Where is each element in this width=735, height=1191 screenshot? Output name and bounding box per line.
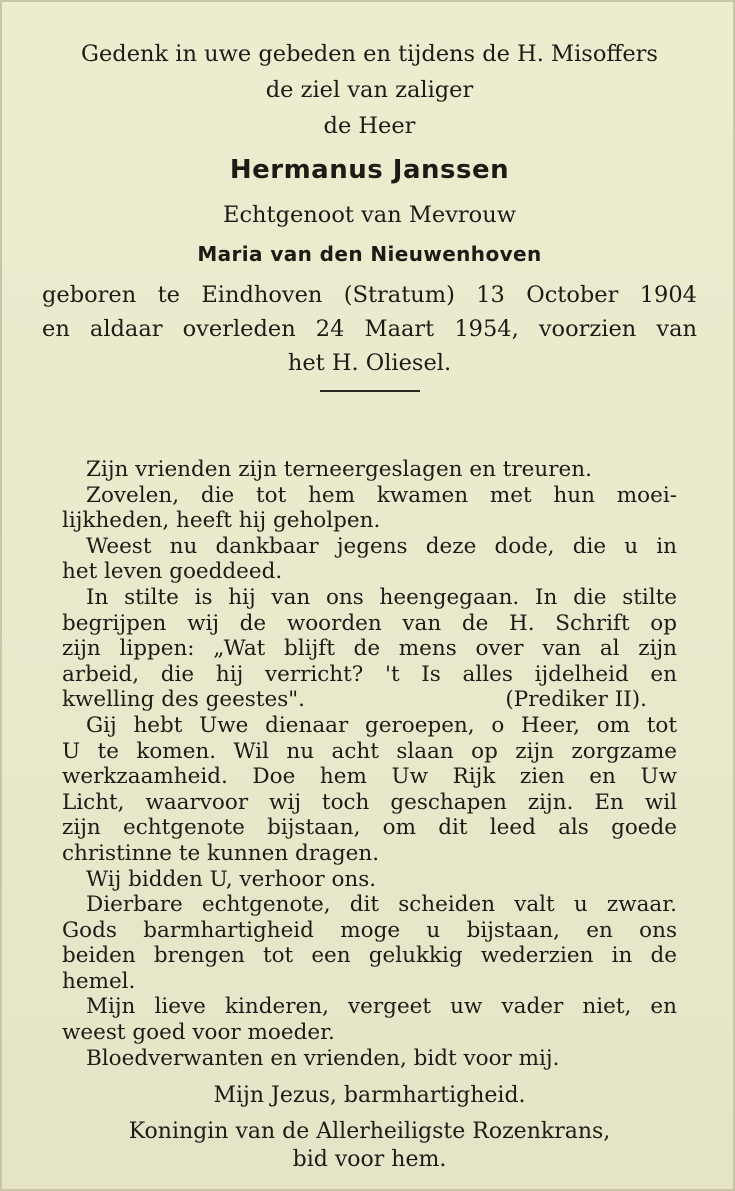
text-line: Gij hebt Uwe dienaar geroepen, o Heer, om tot <box>86 712 677 738</box>
text-line: zijn lippen: „Wat blijft de mens over van al zijn <box>62 636 677 662</box>
text-line: werkzaamheid. Doe hem Uw Rijk zien en Uw <box>62 764 677 790</box>
text-line: arbeid, die hij verricht? 't Is alles ijdelheid en <box>62 661 677 687</box>
birth-line-1: geboren te Eindhoven (Stratum) 13 October 1904 <box>42 282 697 308</box>
text-line: begrijpen wij de woorden van de H. Schrift op <box>62 610 677 636</box>
text-line: Gods barmhartigheid moge u bijstaan, en ons <box>62 917 677 943</box>
birth-line-2: en aldaar overleden 24 Maart 1954, voorzien van <box>42 316 697 342</box>
card-header <box>42 36 697 392</box>
text-line: In stilte is hij van ons heengegaan. In die stilte <box>86 584 677 610</box>
birth-death-block <box>42 278 697 380</box>
header-line-1: Gedenk in uwe gebeden en tijdens de H. Misoffers <box>81 41 658 67</box>
text-line: beiden brengen tot een gelukkig wederzien in de <box>62 943 677 969</box>
text-line: zijn echtgenote bijstaan, om dit leed als goede <box>62 815 677 841</box>
header-line-3: de Heer <box>323 113 416 139</box>
text-line: Weest nu dankbaar jegens deze dode, die u in <box>86 533 677 559</box>
divider-rule <box>320 390 420 392</box>
text-line: Mijn lieve kinderen, vergeet uw vader niet, en <box>86 994 677 1020</box>
text-line: christinne te kunnen dragen. <box>62 840 380 866</box>
header-line-2: de ziel van zaliger <box>265 77 474 103</box>
text-line: Wij bidden U, verhoor ons. <box>86 866 377 892</box>
memorial-text <box>62 457 677 1071</box>
text-line: Zijn vrienden zijn terneergeslagen en treuren. <box>86 457 592 482</box>
text-line: hemel. <box>62 968 136 994</box>
spouse-intro: Echtgenoot van Mevrouw <box>223 202 516 228</box>
birth-line-3: het H. Oliesel. <box>287 350 452 376</box>
text-line: lijkheden, heeft hij geholpen. <box>62 508 381 534</box>
closing-prayers <box>42 1082 697 1174</box>
text-line: Bloedverwanten en vrienden, bidt voor mij. <box>86 1045 560 1071</box>
spouse-name: Maria van den Nieuwenhoven <box>197 242 542 266</box>
closing-spacer <box>42 1110 697 1118</box>
prayer-jezus: Mijn Jezus, barmhartigheid. <box>213 1083 526 1108</box>
text-line: U te komen. Wil nu acht slaan op zijn zorgzame <box>62 738 677 764</box>
prayer-rozenkrans-line-2: bid voor hem. <box>292 1147 447 1172</box>
text-line: weest goed voor moeder. <box>62 1020 335 1046</box>
text-line: Zovelen, die tot hem kwamen met hun moei- <box>86 482 677 508</box>
deceased-name: Hermanus Janssen <box>229 155 510 185</box>
text-line: Licht, waarvoor wij toch geschapen zijn. En wil <box>62 789 677 815</box>
prayer-rozenkrans-line-1: Koningin van de Allerheiligste Rozenkrans, <box>128 1119 611 1144</box>
text-line: Dierbare echtgenote, dit scheiden valt u zwaar. <box>86 892 677 918</box>
text-line: kwelling des geestes". <box>62 687 305 713</box>
scripture-reference: (Prediker II). <box>505 687 647 713</box>
text-line: het leven goeddeed. <box>62 559 283 585</box>
text-line-with-reference <box>62 687 677 713</box>
